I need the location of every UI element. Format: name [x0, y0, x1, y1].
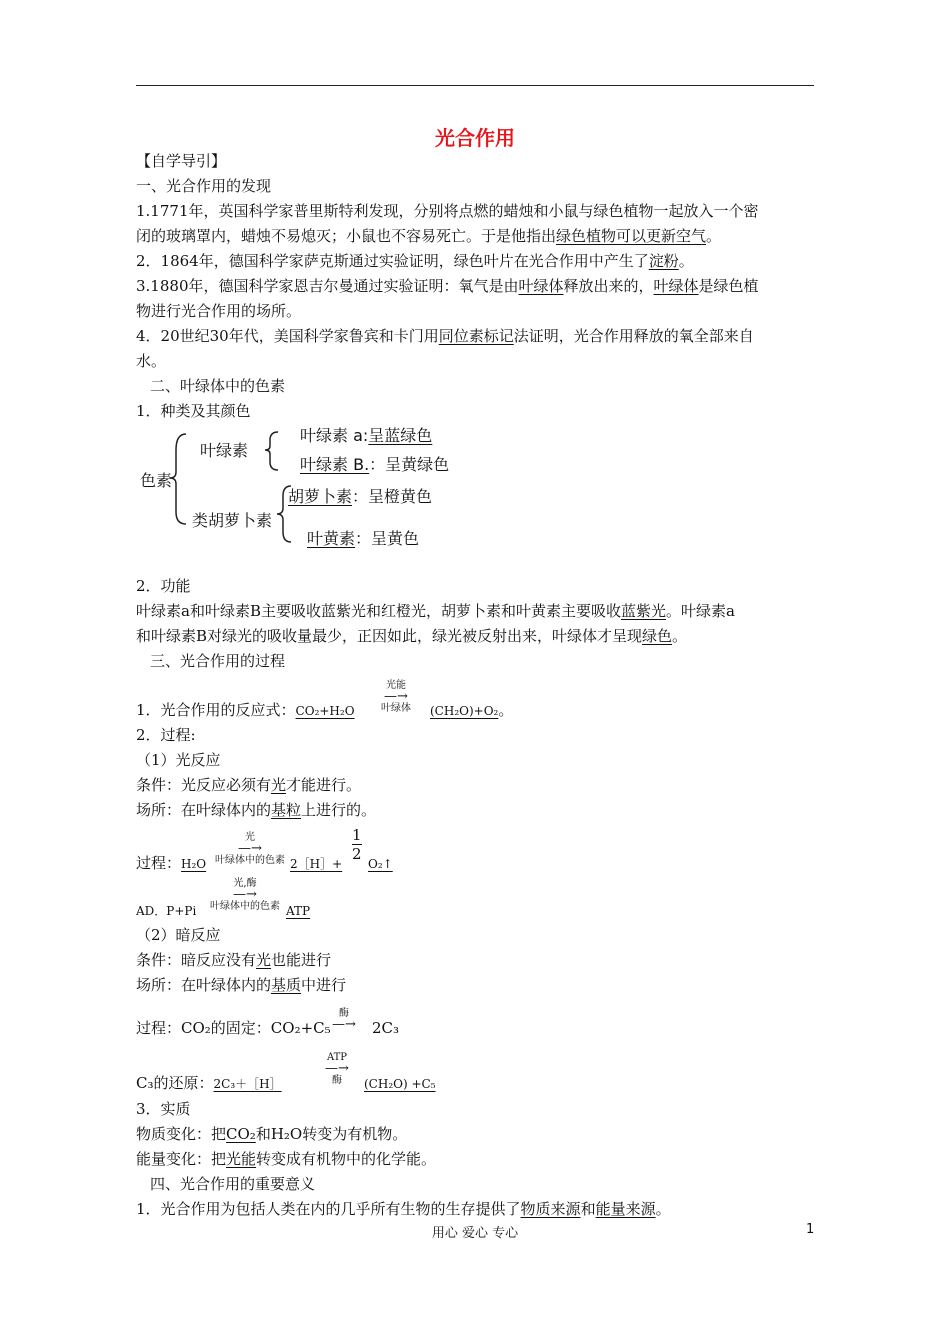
equation-products: (CH₂O)+O₂。 [430, 701, 514, 719]
paragraph: 1．光合作用为包括人类在内的几乎所有生物的生存提供了物质来源和能量来源。 [136, 1200, 671, 1218]
paragraph: 能量变化：把光能转变成有机物中的化学能。 [136, 1150, 437, 1168]
diagram-chlorophyll-a: 叶绿素 a:呈蓝绿色 [300, 426, 433, 445]
paragraph: 4．20世纪30年代，美国科学家鲁宾和卡门用同位素标记法证明，光合作用释放的氧全部来自 [136, 327, 754, 345]
paragraph: 水。 [136, 352, 167, 370]
reaction-arrow: 光 —→ 叶绿体中的色素 [215, 832, 285, 866]
reduction-products: (CH₂O) +C₅ [364, 1077, 436, 1091]
diagram-root: 色素 [140, 471, 173, 490]
reaction-arrow: 光,酶 —→ 叶绿体中的色素 [210, 878, 280, 912]
section-4-heading: 四、光合作用的重要意义 [150, 1175, 316, 1193]
diagram-carotene: 胡萝卜素：呈橙黄色 [288, 487, 433, 506]
paragraph: 3.1880年，德国科学家恩吉尔曼通过实验证明：氧气是由叶绿体释放出来的，叶绿体是绿色植 [136, 277, 759, 295]
oxygen-product: O₂↑ [368, 857, 393, 871]
photolysis-equation: 过程：H₂O [136, 854, 207, 872]
subheading: 2．过程: [136, 726, 196, 744]
subheading: （2）暗反应 [136, 926, 221, 944]
diagram-xanthophyll: 叶黄素：呈黄色 [307, 529, 420, 548]
paragraph: 闭的玻璃罩内，蜡烛不易熄灭；小鼠也不容易死亡。于是他指出绿色植物可以更新空气。 [136, 227, 722, 245]
section-1-heading: 一、光合作用的发现 [136, 177, 272, 195]
paragraph: 条件：光反应必须有光才能进行。 [136, 776, 362, 794]
subheading: 2．功能 [136, 577, 191, 595]
section-3-heading: 三、光合作用的过程 [150, 652, 286, 670]
subheading: 3．实质 [136, 1100, 191, 1118]
co2-fixation-equation: 过程：CO₂的固定：CO₂+C₅ [136, 1019, 331, 1037]
c3-reduction-equation: C₃的还原：2C₃＋［H］ [136, 1074, 282, 1092]
reaction-arrow: ATP —→ 酶 [325, 1052, 349, 1086]
paragraph: 2．1864年，德国科学家萨克斯通过实验证明，绿色叶片在光合作用中产生了淀粉。 [136, 252, 694, 270]
self-study-label: 【自学导引】 [136, 152, 227, 170]
header-rule [136, 85, 814, 86]
page-number: 1 [806, 1222, 815, 1237]
reaction-arrow: 光能 —→ 叶绿体 [381, 680, 411, 714]
paragraph: 1.1771年，英国科学家普里斯特利发现，分别将点燃的蜡烛和小鼠与绿色植物一起放入一个密 [136, 202, 759, 220]
fraction-half: 1 2 [352, 826, 362, 863]
diagram-chlorophyll-b: 叶绿素 B.：呈黄绿色 [300, 455, 450, 474]
section-2-heading: 二、叶绿体中的色素 [150, 377, 286, 395]
page-title: 光合作用 [435, 126, 515, 150]
paragraph: 条件：暗反应没有光也能进行 [136, 951, 332, 969]
atp-synthesis-equation: AD．P+Pi [136, 904, 197, 918]
overall-equation: 1．光合作用的反应式：CO₂+H₂O [136, 701, 355, 719]
paragraph: 物进行光合作用的场所。 [136, 302, 302, 320]
paragraph: 和叶绿素B对绿光的吸收量最少，正因如此，绿光被反射出来，叶绿体才呈现绿色。 [136, 627, 688, 645]
paragraph: 场所：在叶绿体内的基质中进行 [136, 976, 347, 994]
subheading: 1．种类及其颜色 [136, 402, 251, 420]
atp-product: ATP [286, 904, 311, 918]
diagram-carotenoids: 类胡萝卜素 [192, 511, 273, 530]
paragraph: 场所：在叶绿体内的基粒上进行的。 [136, 801, 377, 819]
subheading: （1）光反应 [136, 751, 221, 769]
paragraph: 叶绿素a和叶绿素B主要吸收蓝紫光和红橙光，胡萝卜素和叶黄素主要吸收蓝紫光。叶绿素a [136, 602, 735, 620]
diagram-chlorophyll: 叶绿素 [200, 441, 249, 460]
paragraph: 物质变化：把CO₂和H₂O转变为有机物。 [136, 1125, 408, 1143]
page-footer: 用心 爱心 专心 [431, 1226, 519, 1241]
photolysis-products: 2［H］+ [290, 857, 343, 871]
fixation-product: 2C₃ [372, 1019, 400, 1037]
reaction-arrow: 酶 —→ [332, 1008, 356, 1032]
